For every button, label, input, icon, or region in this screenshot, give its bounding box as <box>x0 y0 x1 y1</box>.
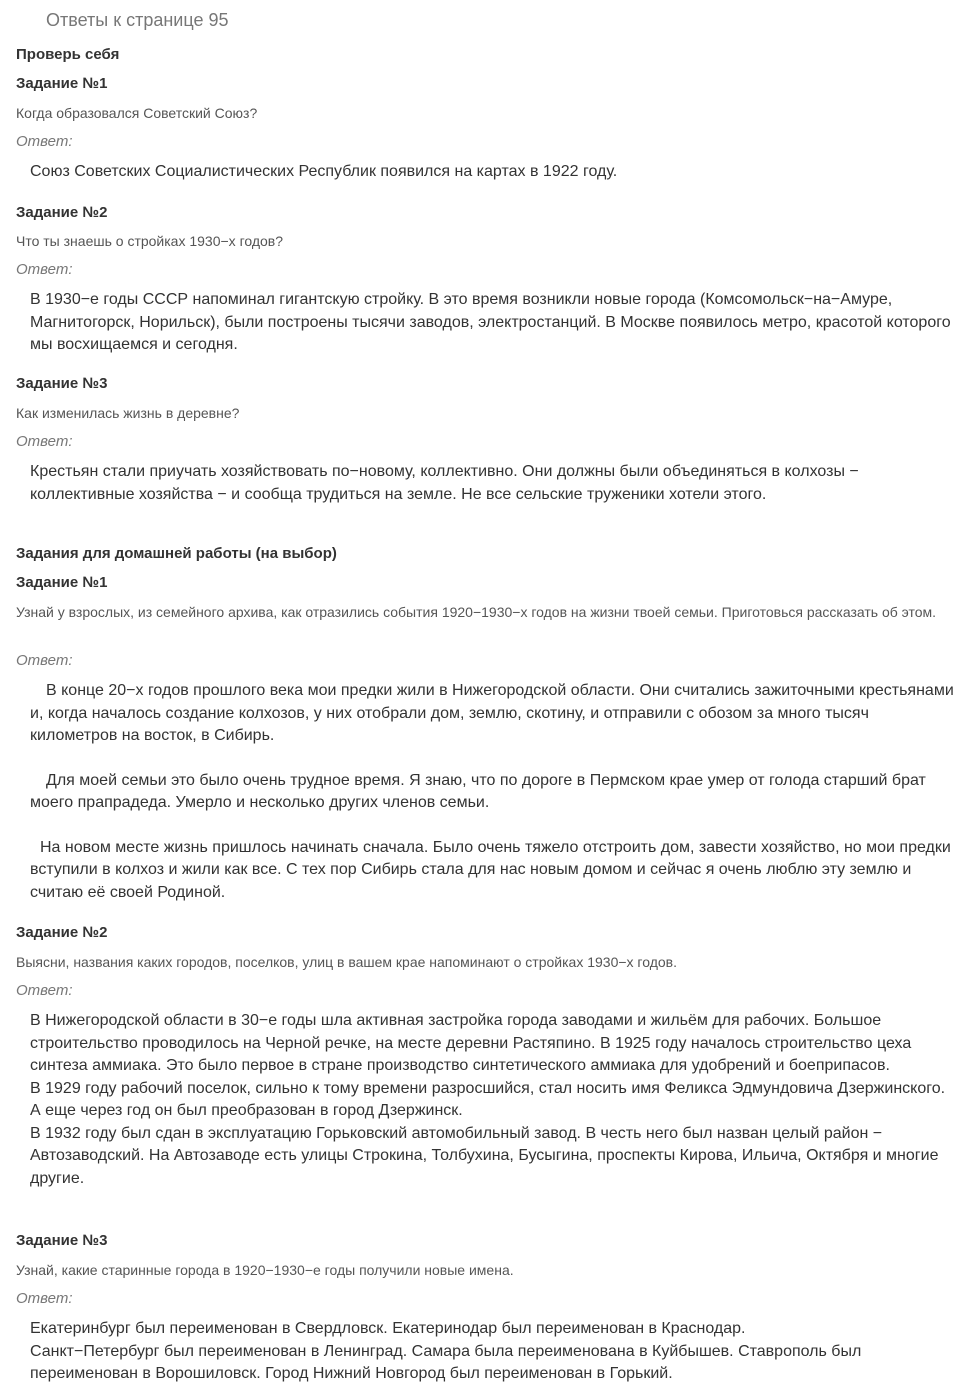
check-task-3-answer <box>30 461 960 506</box>
check-task-1-answer-label: Ответ: <box>16 133 73 150</box>
homework-task-1-title: Задание №1 <box>16 574 108 591</box>
check-task-2-question: Что ты знаешь о стройках 1930−х годов? <box>16 233 284 249</box>
homework-task-2-answer <box>30 1010 960 1190</box>
homework-task-3-answer <box>30 1318 960 1386</box>
check-task-3-question: Как изменилась жизнь в деревне? <box>16 405 240 421</box>
answer-paragraph: На новом месте жизнь пришлось начинать сначала. Было очень тяжело отстроить дом, завести хозяйство, но мои предки вступили в колхоз и жили как все. С тех пор Сибирь стала для нас новым домом и сейчас я очень люблю эту землю и считаю её своей Родиной. <box>30 838 951 901</box>
answer-paragraph: Крестьян стали приучать хозяйствовать по−новому, коллективно. Они должны были объединяться в колхозы − коллективные хозяйства − и сообща трудиться на земле. Не все сельские труженики хотели этого. <box>30 463 859 503</box>
homework-task-1-question: Узнай у взрослых, из семейного архива, как отразились события 1920−1930−х годов на жизни твоей семьи. Приготовься рассказать об этом. <box>16 604 937 620</box>
check-task-3-answer-label: Ответ: <box>16 433 73 450</box>
check-task-1-question: Когда образовался Советский Союз? <box>16 105 258 121</box>
check-task-2-answer-label: Ответ: <box>16 261 73 278</box>
homework-task-2-question: Выясни, названия каких городов, поселков, улиц в вашем крае напоминают о стройках 1930−х годов. <box>16 954 677 970</box>
homework-task-3-title: Задание №3 <box>16 1232 108 1249</box>
homework-task-1-answer <box>30 680 960 904</box>
answer-paragraph: Для моей семьи это было очень трудное время. Я знаю, что по дороге в Пермском крае умер от голода старший брат моего прапрадеда. Умерло и несколько других членов семьи. <box>30 771 926 811</box>
check-task-2-answer <box>30 289 960 357</box>
answer-paragraph: В 1930−е годы СССР напоминал гигантскую стройку. В это время возникли новые города (Комсомольск−на−Амуре, Магнитогорск, Норильск), были построены тысячи заводов, электростанций. В Москве появилось метро, красотой которого мы восхищаемся и сегодня. <box>30 291 951 353</box>
section-title-check: Проверь себя <box>16 46 120 63</box>
check-task-3-title: Задание №3 <box>16 375 108 392</box>
homework-task-2-answer-label: Ответ: <box>16 982 73 999</box>
check-task-2-title: Задание №2 <box>16 204 108 221</box>
answer-paragraph: В 1932 году был сдан в эксплуатацию Горьковский автомобильный завод. В честь него был назван целый район − Автозаводский. На Автозаводе есть улицы Строкина, Толбухина, Бусыгина, проспекты Кирова, Ильича, Октября и многие другие. <box>30 1124 939 1187</box>
answer-paragraph: В 1929 году рабочий поселок, сильно к тому времени разросшийся, стал носить имя Феликса Эдмундовича Дзержинского. А еще через год он был преобразован в город Дзержинск. <box>30 1079 946 1119</box>
check-task-1-title: Задание №1 <box>16 75 108 92</box>
homework-task-1-answer-label: Ответ: <box>16 652 73 669</box>
answer-paragraph: Санкт−Петербург был переименован в Ленинград. Самара была переименована в Куйбышев. Ставрополь был переименован в Ворошиловск. Город Нижний Новгород был переименован в Горький. <box>30 1342 862 1382</box>
check-task-1-answer <box>30 161 960 184</box>
section-title-homework: Задания для домашней работы (на выбор) <box>16 545 337 562</box>
homework-task-3-answer-label: Ответ: <box>16 1290 73 1307</box>
answer-paragraph: В конце 20−х годов прошлого века мои предки жили в Нижегородской области. Они считались зажиточными крестьянами и, когда началось создание колхозов, у них отобрали дом, землю, скотину, и отправили с обозом за много тысяч километров на восток, в Сибирь. <box>30 682 954 744</box>
homework-task-2-title: Задание №2 <box>16 924 108 941</box>
answer-paragraph: В Нижегородской области в 30−е годы шла активная застройка города заводами и жильём для рабочих. Большое строительство проводилось на Черной речке, на месте деревни Растяпино. В 1925 году началось строительство цеха синтеза аммиака. Это было первое в стране производство синтетического аммиака для удобрений и боеприпасов. <box>30 1012 912 1074</box>
answer-paragraph: Союз Советских Социалистических Республик появился на картах в 1922 году. <box>30 163 618 180</box>
homework-task-3-question: Узнай, какие старинные города в 1920−1930−е годы получили новые имена. <box>16 1262 514 1278</box>
page-title: Ответы к странице 95 <box>46 10 229 30</box>
answer-paragraph: Екатеринбург был переименован в Свердловск. Екатеринодар был переименован в Краснодар. <box>30 1320 746 1337</box>
